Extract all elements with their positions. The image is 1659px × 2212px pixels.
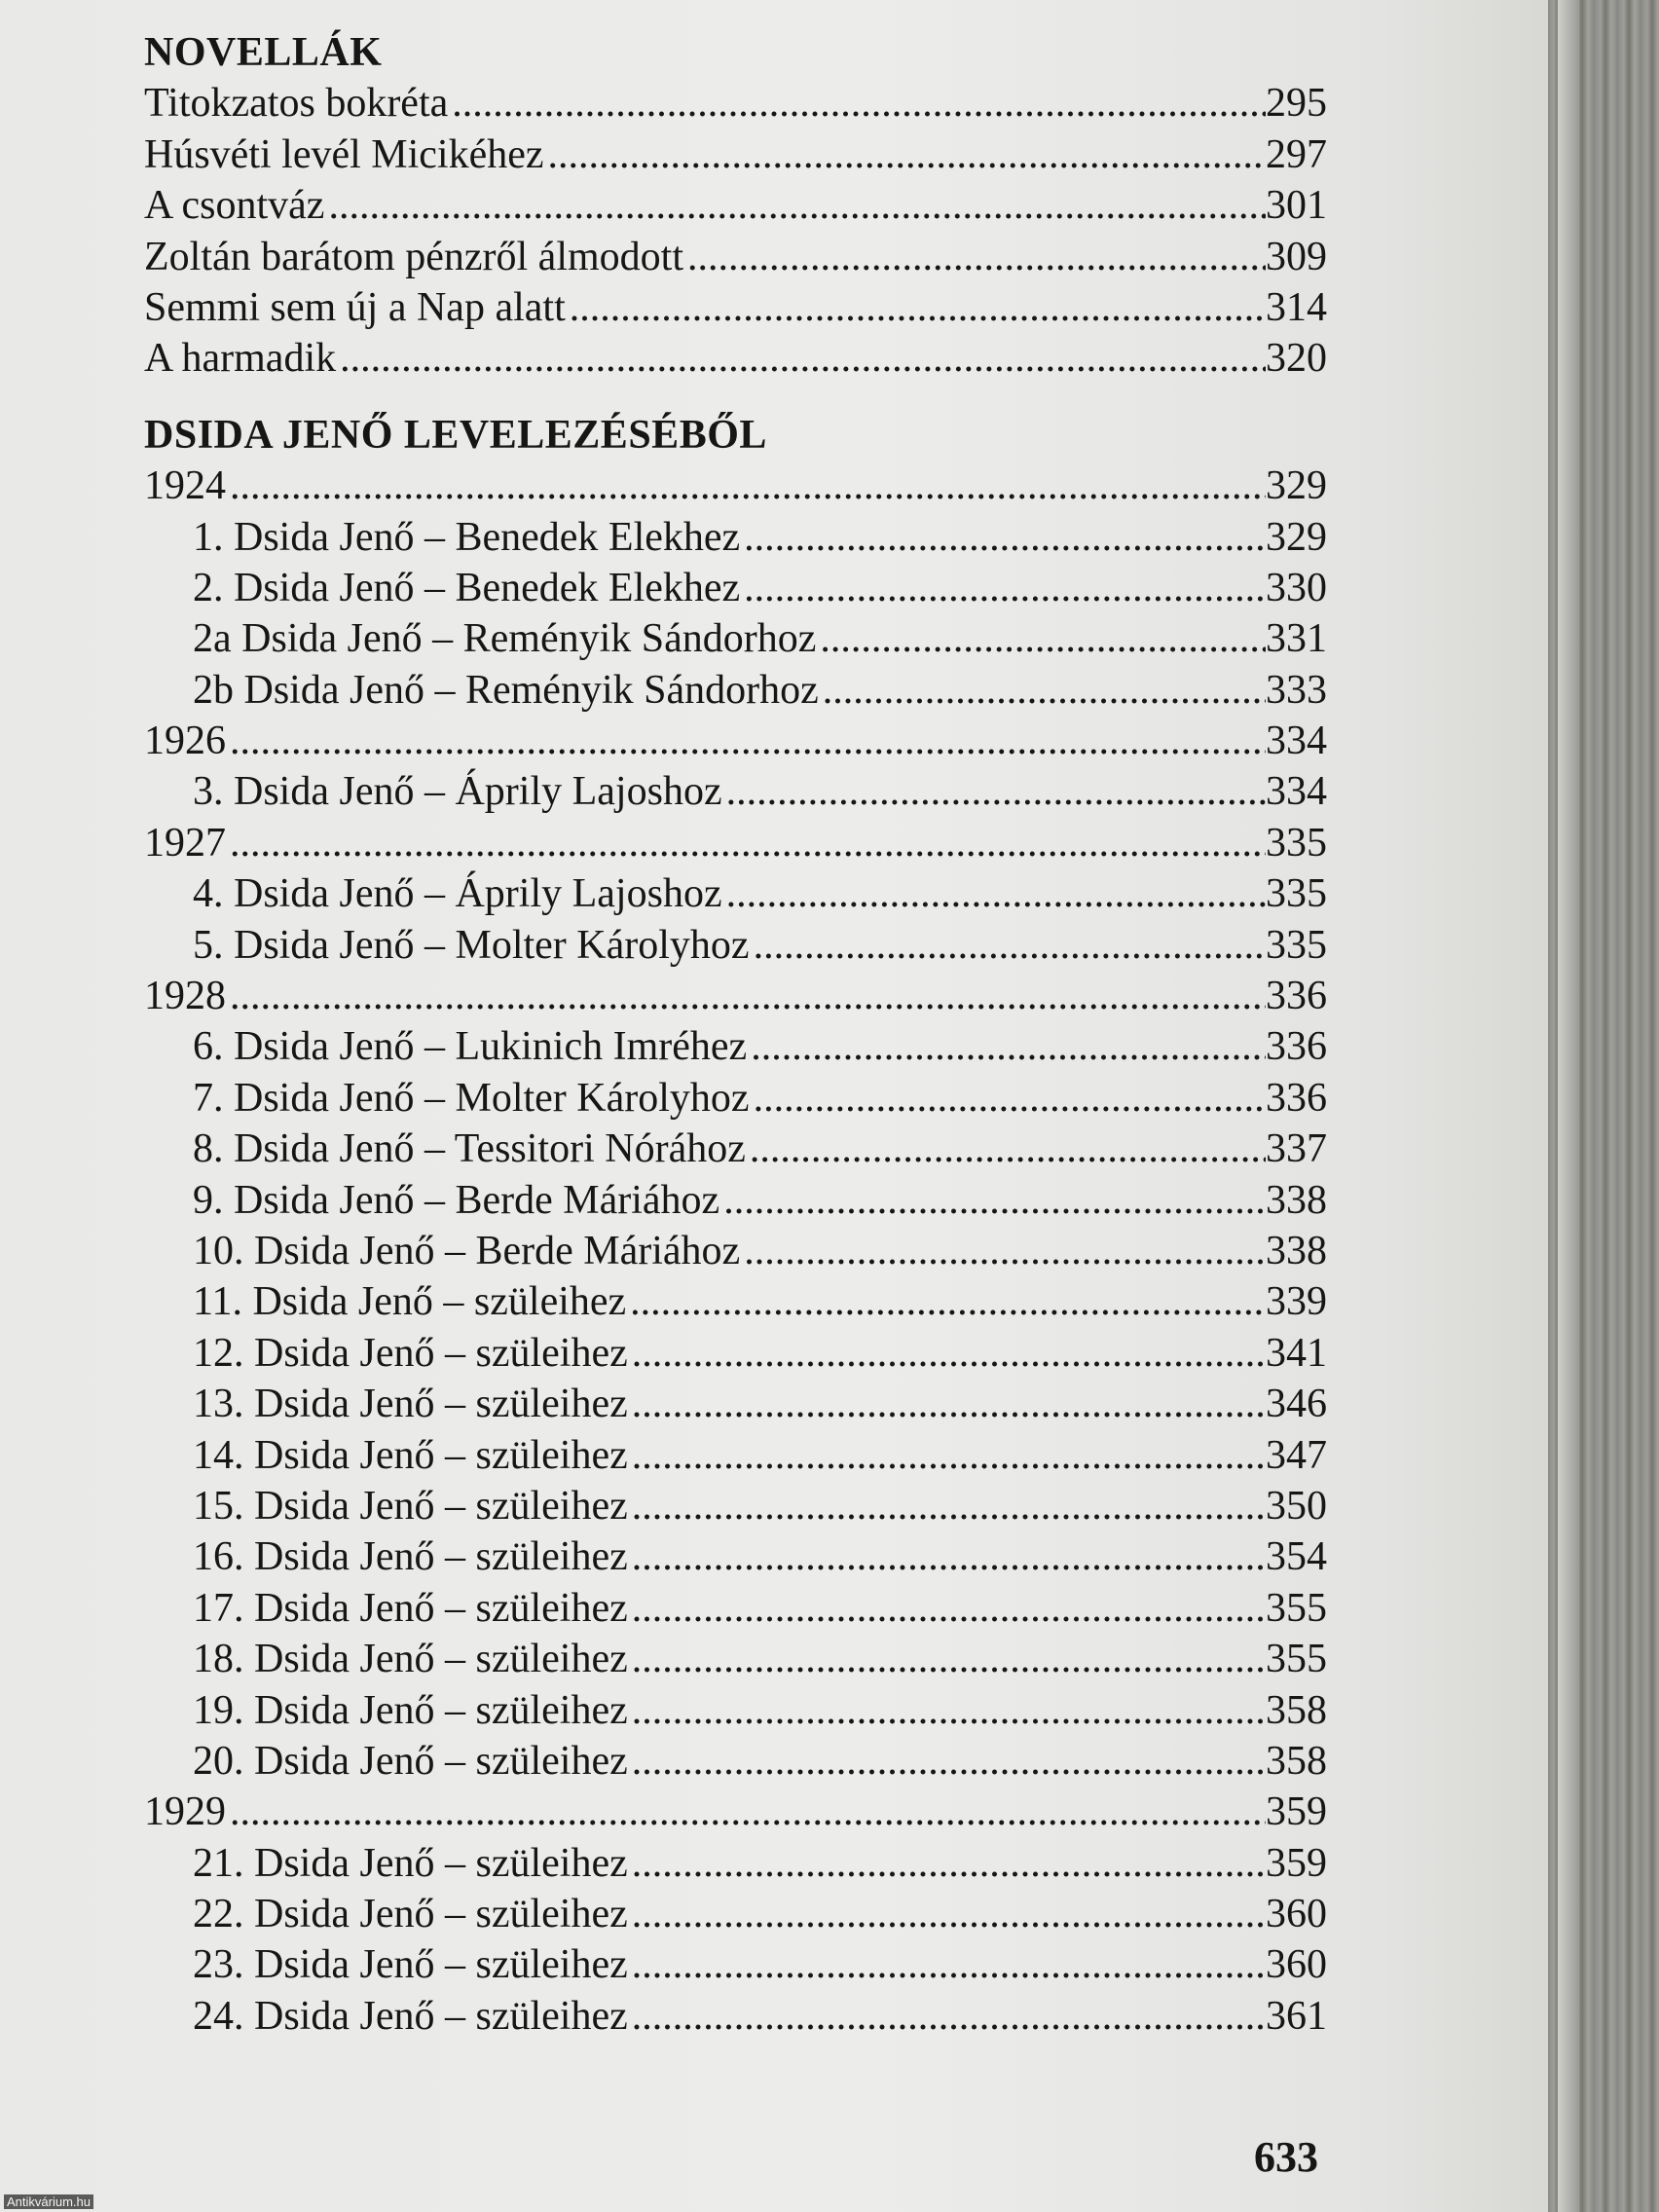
toc-entry: [144, 1736, 1327, 1787]
dot-leader: [722, 868, 1266, 919]
toc-entry: [144, 1379, 1327, 1429]
entry-page: 330: [1266, 565, 1327, 610]
entry-page: 337: [1266, 1126, 1327, 1172]
entry-title: 6. Dsida Jenő – Lukinich Imréhez: [193, 1024, 748, 1070]
toc-entry: [144, 180, 1327, 231]
dot-leader: [226, 818, 1266, 868]
page-number: 633: [1254, 2133, 1318, 2181]
entry-title: 1924: [144, 463, 226, 509]
watermark: Antikvárium.hu: [4, 2194, 93, 2209]
entry-title: 1929: [144, 1789, 226, 1835]
dot-leader: [628, 1531, 1266, 1582]
toc-entry: [144, 868, 1327, 919]
toc-entry: [144, 1021, 1327, 1072]
entry-title: 10. Dsida Jenő – Berde Máriához: [193, 1228, 741, 1273]
dot-leader: [628, 1991, 1266, 2042]
entry-page: 354: [1266, 1534, 1327, 1580]
entry-page: 334: [1266, 769, 1327, 815]
dot-leader: [750, 1073, 1266, 1124]
entry-title: Húsvéti levél Micikéhez: [144, 131, 544, 177]
entry-title: Semmi sem új a Nap alatt: [144, 284, 566, 330]
entry-title: 19. Dsida Jenő – szüleihez: [193, 1687, 628, 1733]
entry-page: 329: [1266, 463, 1327, 509]
toc-entry: [144, 1583, 1327, 1634]
toc-entry: [144, 1634, 1327, 1684]
entry-page: 355: [1266, 1637, 1327, 1682]
entry-title: 3. Dsida Jenő – Áprily Lajoshoz: [193, 769, 722, 815]
toc-entry: [144, 1838, 1327, 1889]
entry-page: 331: [1266, 616, 1327, 662]
entry-title: 15. Dsida Jenő – szüleihez: [193, 1483, 628, 1529]
entry-title: 7. Dsida Jenő – Molter Károlyhoz: [193, 1075, 750, 1121]
toc-entry: [144, 129, 1327, 180]
entry-title: Titokzatos bokréta: [144, 81, 449, 127]
entry-title: 16. Dsida Jenő – szüleihez: [193, 1534, 628, 1580]
dot-leader: [226, 1787, 1266, 1837]
dot-leader: [626, 1276, 1266, 1327]
entry-page: 335: [1266, 820, 1327, 866]
dot-leader: [226, 461, 1266, 511]
dot-leader: [628, 1481, 1266, 1531]
entry-title: 14. Dsida Jenő – szüleihez: [193, 1432, 628, 1478]
entry-page: 360: [1266, 1892, 1327, 1937]
entry-page: 358: [1266, 1687, 1327, 1733]
entry-title: 12. Dsida Jenő – szüleihez: [193, 1330, 628, 1376]
dot-leader: [628, 1430, 1266, 1481]
toc-entry: [144, 1175, 1327, 1226]
dot-leader: [722, 766, 1266, 817]
toc-entry: [144, 766, 1327, 817]
entry-title: 11. Dsida Jenő – szüleihez: [193, 1279, 627, 1325]
toc-entry: [144, 665, 1327, 716]
entry-title: 1928: [144, 974, 226, 1019]
entry-title: A csontváz: [144, 183, 325, 229]
dot-leader: [719, 1175, 1266, 1226]
entry-title: 18. Dsida Jenő – szüleihez: [193, 1637, 628, 1682]
toc-year-entry: [144, 971, 1327, 1021]
dot-leader: [816, 613, 1266, 664]
section-title-novellak: NOVELLÁK: [144, 30, 383, 75]
dot-leader: [819, 665, 1266, 716]
toc-entry: [144, 1430, 1327, 1481]
dot-leader: [226, 716, 1266, 766]
dot-leader: [683, 232, 1266, 282]
section-title-levelezes: DSIDA JENŐ LEVELEZÉSÉBŐL: [144, 412, 767, 458]
entry-page: 346: [1266, 1382, 1327, 1427]
dot-leader: [750, 920, 1266, 971]
toc-entry: [144, 1481, 1327, 1531]
dot-leader: [628, 1328, 1266, 1379]
toc-entry: [144, 1226, 1327, 1276]
dot-leader: [448, 78, 1266, 129]
entry-page: 329: [1266, 514, 1327, 560]
entry-page: 333: [1266, 667, 1327, 713]
entry-page: 297: [1266, 131, 1327, 177]
entry-title: A harmadik: [144, 336, 337, 382]
dot-leader: [747, 1021, 1266, 1072]
entry-title: 2a Dsida Jenő – Reményik Sándorhoz: [193, 616, 817, 662]
dot-leader: [746, 1124, 1266, 1174]
toc-entry: [144, 1939, 1327, 1990]
entry-page: 309: [1266, 234, 1327, 279]
entry-page: 338: [1266, 1177, 1327, 1223]
entry-title: 9. Dsida Jenő – Berde Máriához: [193, 1177, 720, 1223]
toc-year-entry: [144, 1787, 1327, 1837]
dot-leader: [628, 1634, 1266, 1684]
toc-entry: [144, 563, 1327, 613]
entry-page: 350: [1266, 1483, 1327, 1529]
toc-year-entry: [144, 716, 1327, 766]
dot-leader: [324, 180, 1266, 231]
toc-entry: [144, 920, 1327, 971]
entry-page: 335: [1266, 871, 1327, 917]
entry-title: 21. Dsida Jenő – szüleihez: [193, 1840, 628, 1886]
dot-leader: [566, 282, 1266, 333]
entry-title: 23. Dsida Jenő – szüleihez: [193, 1942, 628, 1988]
toc-entry: [144, 1124, 1327, 1174]
entry-page: 361: [1266, 1993, 1327, 2039]
dot-leader: [628, 1939, 1266, 1990]
entry-page: 336: [1266, 1075, 1327, 1121]
entry-page: 359: [1266, 1789, 1327, 1835]
entry-page: 359: [1266, 1840, 1327, 1886]
entry-title: 8. Dsida Jenő – Tessitori Nórához: [193, 1126, 746, 1172]
toc-entry: [144, 232, 1327, 282]
entry-page: 336: [1266, 974, 1327, 1019]
toc-entry: [144, 1276, 1327, 1327]
toc-entry: [144, 613, 1327, 664]
entry-page: 355: [1266, 1585, 1327, 1631]
entry-title: 4. Dsida Jenő – Áprily Lajoshoz: [193, 871, 722, 917]
entry-title: 2. Dsida Jenő – Benedek Elekhez: [193, 565, 741, 610]
dot-leader: [628, 1685, 1266, 1736]
dot-leader: [740, 563, 1266, 613]
toc-entry: [144, 1328, 1327, 1379]
dot-leader: [628, 1889, 1266, 1939]
dot-leader: [740, 1226, 1266, 1276]
entry-page: 301: [1266, 183, 1327, 229]
dot-leader: [628, 1583, 1266, 1634]
toc-entry: [144, 282, 1327, 333]
entry-page: 341: [1266, 1330, 1327, 1376]
entry-page: 358: [1266, 1738, 1327, 1784]
entry-page: 320: [1266, 336, 1327, 382]
entry-page: 334: [1266, 719, 1327, 764]
toc-entry: [144, 1073, 1327, 1124]
entry-page: 295: [1266, 81, 1327, 127]
table-of-contents: [144, 27, 1327, 2042]
entry-page: 360: [1266, 1942, 1327, 1988]
dot-leader: [628, 1736, 1266, 1787]
entry-title: 17. Dsida Jenő – szüleihez: [193, 1585, 628, 1631]
dot-leader: [628, 1379, 1266, 1429]
toc-entry: [144, 1991, 1327, 2042]
entry-title: 24. Dsida Jenő – szüleihez: [193, 1993, 628, 2039]
toc-entry: [144, 512, 1327, 563]
toc-entry: [144, 78, 1327, 129]
toc-entry: [144, 1685, 1327, 1736]
toc-year-entry: [144, 818, 1327, 868]
entry-title: 1926: [144, 719, 226, 764]
entry-title: 1927: [144, 820, 226, 866]
entry-page: 335: [1266, 922, 1327, 968]
dot-leader: [628, 1838, 1266, 1889]
entry-page: 338: [1266, 1228, 1327, 1273]
toc-year-entry: [144, 461, 1327, 511]
entry-page: 314: [1266, 284, 1327, 330]
toc-entry: [144, 333, 1327, 384]
dot-leader: [226, 971, 1266, 1021]
entry-title: 5. Dsida Jenő – Molter Károlyhoz: [193, 922, 750, 968]
entry-title: 22. Dsida Jenő – szüleihez: [193, 1892, 628, 1937]
page-edge-shadow: [1558, 0, 1579, 2212]
toc-entry: [144, 1531, 1327, 1582]
dot-leader: [544, 129, 1266, 180]
entry-page: 336: [1266, 1024, 1327, 1070]
entry-page: 347: [1266, 1432, 1327, 1478]
dot-leader: [336, 333, 1266, 384]
entry-page: 339: [1266, 1279, 1327, 1325]
dot-leader: [740, 512, 1266, 563]
entry-title: 20. Dsida Jenő – szüleihez: [193, 1738, 628, 1784]
entry-title: 1. Dsida Jenő – Benedek Elekhez: [193, 514, 741, 560]
toc-entry: [144, 1889, 1327, 1939]
entry-title: 2b Dsida Jenő – Reményik Sándorhoz: [193, 667, 819, 713]
entry-title: 13. Dsida Jenő – szüleihez: [193, 1382, 628, 1427]
entry-title: Zoltán barátom pénzről álmodott: [144, 234, 683, 279]
section-gap: [144, 385, 1327, 410]
